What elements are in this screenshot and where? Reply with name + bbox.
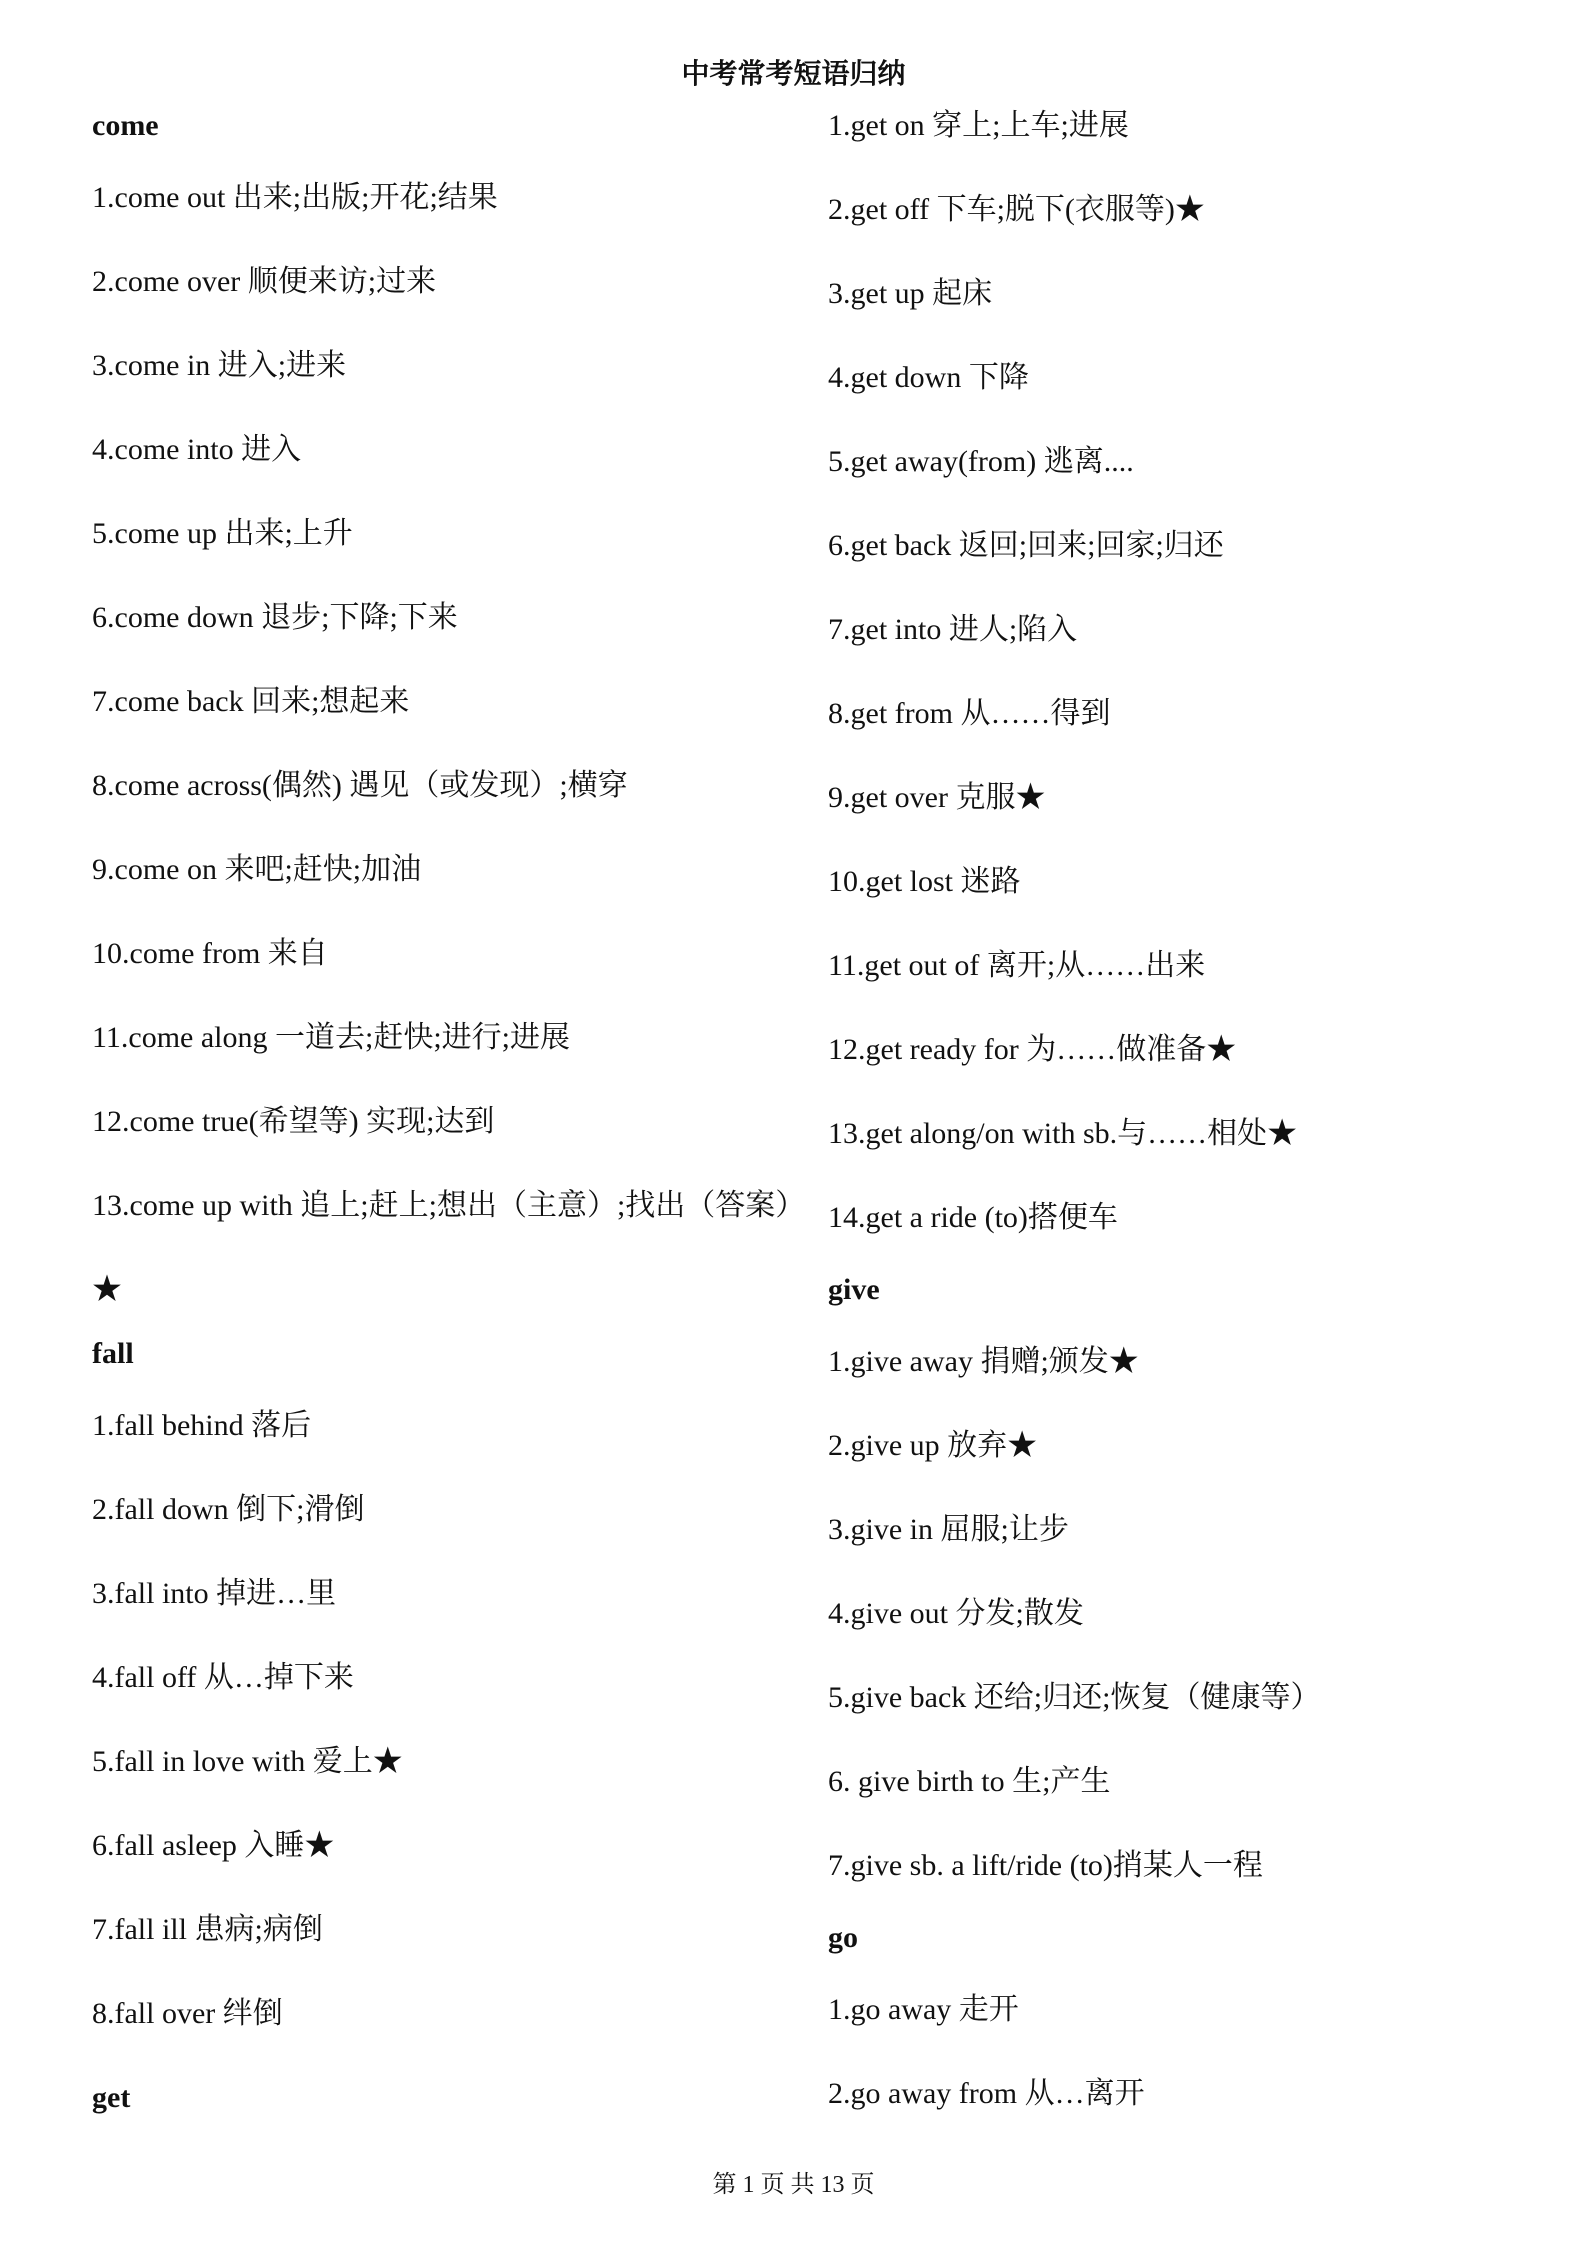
phrase-item: 1.get on 穿上;上车;进展 [828,109,1129,142]
phrase-item: 5.come up 出来;上升 [92,517,353,550]
section-heading-go: go [828,1921,858,1954]
phrase-item: 6.fall asleep 入睡★ [92,1829,335,1862]
phrase-item: 7.fall ill 患病;病倒 [92,1913,323,1946]
phrase-item: 14.get a ride (to)搭便车 [828,1201,1118,1234]
phrase-item: 10.get lost 迷路 [828,865,1021,898]
phrase-item: 6.get back 返回;回来;回家;归还 [828,529,1224,562]
phrase-item: 7.give sb. a lift/ride (to)捎某人一程 [828,1849,1263,1882]
phrase-item: 5.give back 还给;归还;恢复（健康等） [828,1681,1321,1714]
phrase-item: 10.come from 来自 [92,937,328,970]
phrase-item: 2.go away from 从…离开 [828,2077,1145,2110]
phrase-item: 2.give up 放弃★ [828,1429,1038,1462]
phrase-item: 12.come true(希望等) 实现;达到 [92,1105,495,1138]
phrase-item: 6. give birth to 生;产生 [828,1765,1111,1798]
section-heading-get: get [92,2081,131,2114]
phrase-item: 3.give in 屈服;让步 [828,1513,1069,1546]
phrase-item: 9.come on 来吧;赶快;加油 [92,853,422,886]
phrase-item: 8.get from 从……得到 [828,697,1111,730]
phrase-item: 11.come along 一道去;赶快;进行;进展 [92,1021,571,1054]
phrase-item: 1.go away 走开 [828,1993,1019,2026]
left-column [92,106,812,2150]
phrase-item: 2.get off 下车;脱下(衣服等)★ [828,193,1205,226]
phrase-item: 5.fall in love with 爱上★ [92,1745,403,1778]
page-title: 中考常考短语归纳 [681,59,906,90]
phrase-item: 4.give out 分发;散发 [828,1597,1084,1630]
section-heading-give: give [828,1273,880,1306]
phrase-item: 6.come down 退步;下降;下来 [92,601,458,634]
phrase-item: 2.fall down 倒下;滑倒 [92,1493,365,1526]
phrase-item: 4.come into 进入 [92,433,302,466]
phrase-item: 4.get down 下降 [828,361,1029,394]
section-heading-fall: fall [92,1337,134,1370]
phrase-item: 5.get away(from) 逃离.... [828,445,1134,478]
phrase-item: 4.fall off 从…掉下来 [92,1661,354,1694]
right-column [828,106,1548,2158]
phrase-item: 11.get out of 离开;从……出来 [828,949,1206,982]
phrase-item: 8.come across(偶然) 遇见（或发现）;横穿 [92,769,628,802]
phrase-item: 7.get into 进人;陷入 [828,613,1078,646]
phrase-item: 1.come out 出来;出版;开花;结果 [92,181,498,214]
page-footer: 第 1 页 共 13 页 [712,2172,875,2198]
phrase-item: 3.get up 起床 [828,277,993,310]
phrase-item: 13.come up with 追上;赶上;想出（主意）;找出（答案）★ [92,1189,806,1306]
phrase-item: 9.get over 克服★ [828,781,1046,814]
phrase-item: 13.get along/on with sb.与……相处★ [828,1117,1298,1150]
phrase-item: 1.give away 捐赠;颁发★ [828,1345,1139,1378]
phrase-item: 2.come over 顺便来访;过来 [92,265,437,298]
phrase-item: 12.get ready for 为……做准备★ [828,1033,1237,1066]
phrase-item: 1.fall behind 落后 [92,1409,312,1442]
phrase-item: 8.fall over 绊倒 [92,1997,283,2030]
phrase-item: 7.come back 回来;想起来 [92,685,410,718]
phrase-item: 3.fall into 掉进…里 [92,1577,337,1610]
section-heading-come: come [92,109,159,142]
phrase-item: 3.come in 进入;进来 [92,349,347,382]
